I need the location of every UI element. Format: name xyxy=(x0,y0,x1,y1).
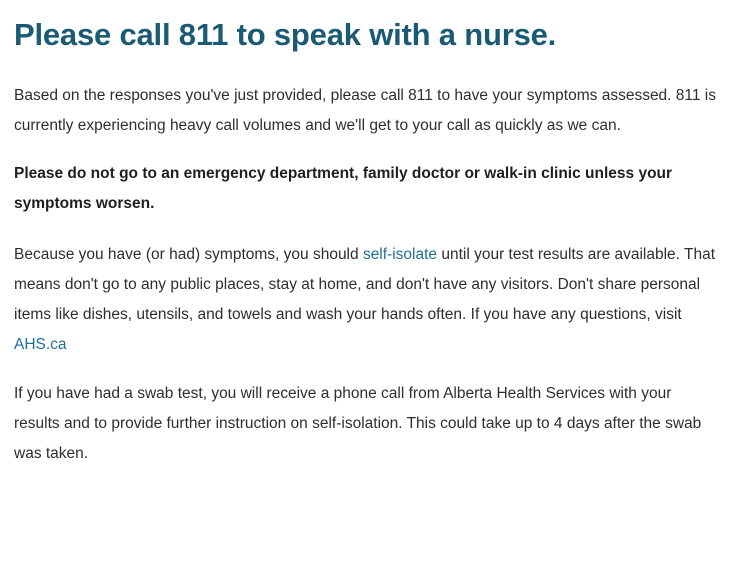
self-isolate-link[interactable]: self-isolate xyxy=(362,245,438,263)
ahs-ca-link[interactable]: AHS.ca xyxy=(14,336,67,354)
page-title: Please call 811 to speak with a nurse. xyxy=(14,17,557,52)
paragraph-swab-test-results: If you have had a swab test, you will receive a phone call from Alberta Health Services with your results and to provide further instruction on self-isolation. This could take up to 4 days after the swab was taken. xyxy=(14,384,702,462)
paragraph-self-isolation xyxy=(14,240,721,361)
paragraph-warning-notice: Please do not go to an emergency department, family doctor or walk-in clinic unless your symptoms worsen. xyxy=(14,165,673,213)
self-isolate-text-after: until your test results are available. That means don't go to any public places, stay at home, and don't have any visitors. Don't share personal items like dishes, utensils, and towels and wash your hands often. If you have any questions, visit xyxy=(14,245,716,324)
paragraph-assessment-info: Based on the responses you've just provided, please call 811 to have your symptoms assessed. 811 is currently experiencing heavy call volumes and we'll get to your call as quickly as we can. xyxy=(14,86,717,134)
self-isolate-text-before: Because you have (or had) symptoms, you should xyxy=(14,245,363,263)
